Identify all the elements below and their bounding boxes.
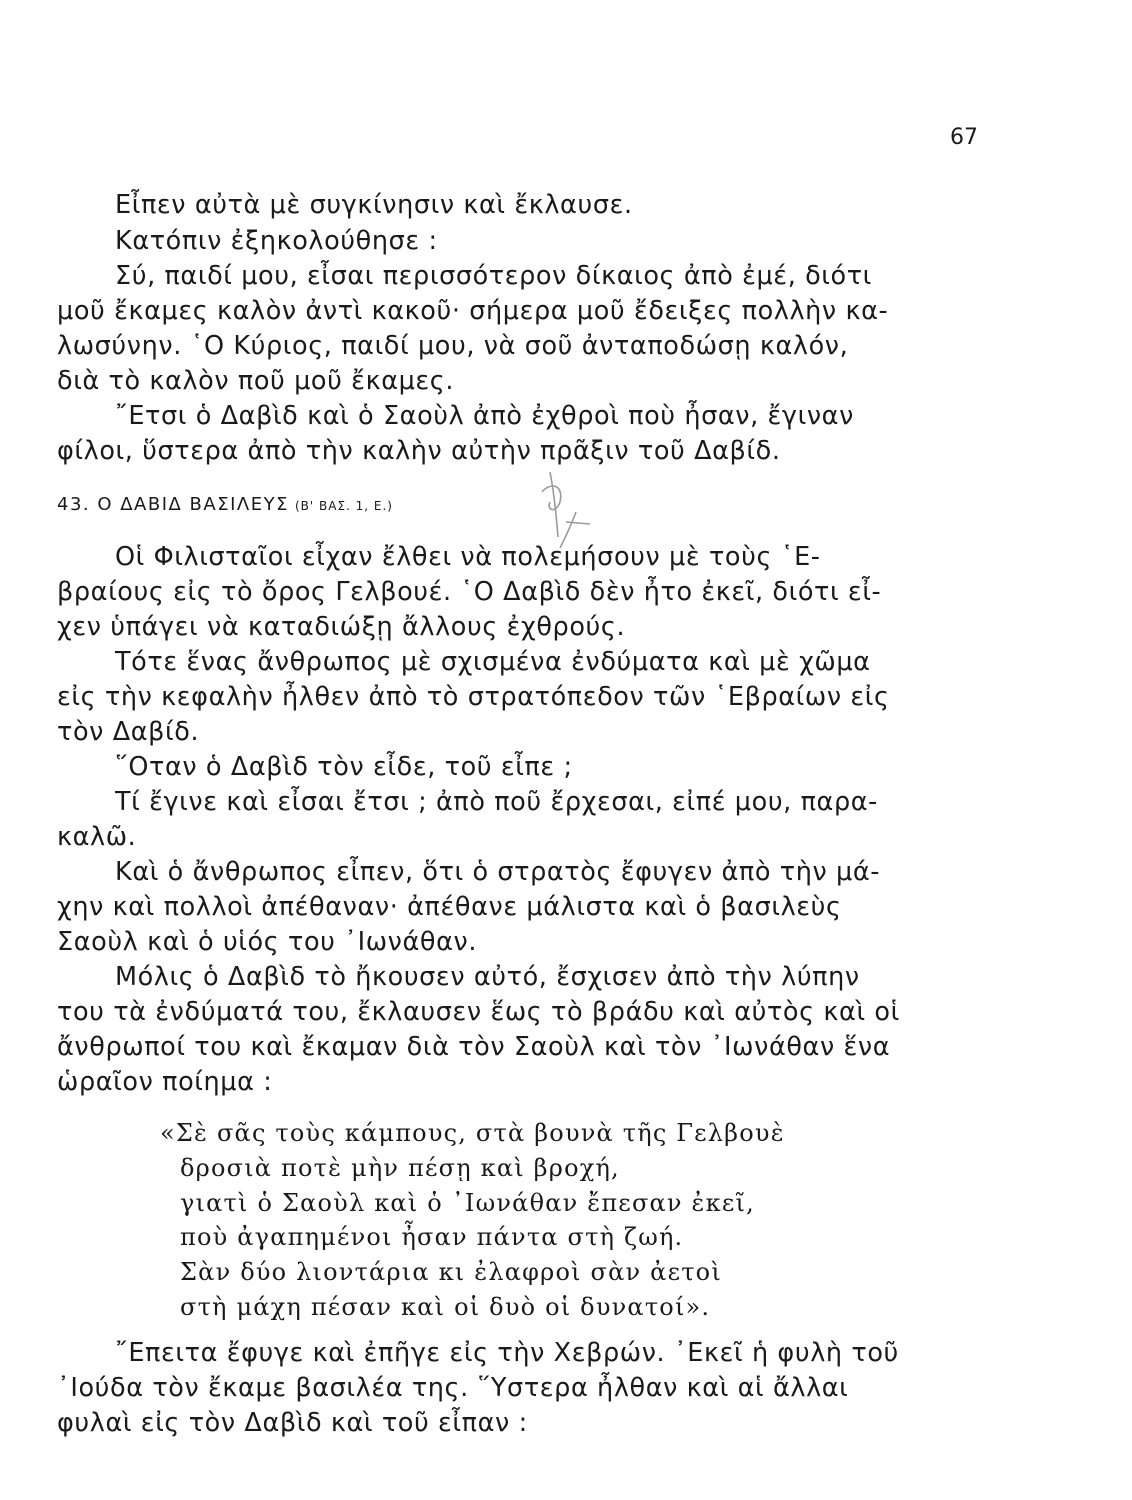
- text-line: Τί ἔγινε καὶ εἶσαι ἔτσι ; ἀπὸ ποῦ ἔρχεσαι, εἰπέ μου, παρα-: [115, 787, 878, 817]
- text-line: χεν ὑπάγει νὰ καταδιώξῃ ἄλλους ἐχθρούς.: [57, 612, 626, 642]
- text-line: Σαοὺλ καὶ ὁ υἱός του ᾿Ιωνάθαν.: [57, 927, 478, 957]
- poem-line: στὴ μάχη πέσαν καὶ οἱ δυὸ οἱ δυνατοί».: [180, 1293, 711, 1321]
- text-line: Εἶπεν αὐτὰ μὲ συγκίνησιν καὶ ἔκλαυσε.: [115, 190, 633, 220]
- text-line: Σύ, παιδί μου, εἶσαι περισσότερον δίκαιος ἀπὸ ἐμέ, διότι: [115, 261, 872, 291]
- text-line: Κατόπιν ἐξηκολούθησε :: [115, 226, 438, 256]
- poem-line: Σὰν δύο λιοντάρια κι ἐλαφροὶ σὰν ἀετοὶ: [180, 1258, 722, 1286]
- text-line: εἰς τὴν κεφαλὴν ἦλθεν ἀπὸ τὸ στρατόπεδον τῶν ῾Εβραίων εἰς: [57, 682, 890, 712]
- text-line: Μόλις ὁ Δαβὶδ τὸ ἤκουσεν αὐτό, ἔσχισεν ἀπὸ τὴν λύπην: [115, 962, 860, 992]
- text-line: ῞Οταν ὁ Δαβὶδ τὸν εἶδε, τοῦ εἶπε ;: [115, 752, 573, 782]
- section-reference: (Β' ΒΑΣ. 1, Ε.): [294, 499, 393, 513]
- text-line: μοῦ ἔκαμες καλὸν ἀντὶ κακοῦ· σήμερα μοῦ ἔδειξες πολλὴν κα-: [57, 296, 889, 326]
- poem-line: δροσιὰ ποτὲ μὴν πέσῃ καὶ βροχή,: [180, 1154, 620, 1182]
- section-title: 43. Ο ΔΑΒΙΔ ΒΑΣΙΛΕΥΣ: [57, 494, 289, 515]
- poem-line: ποὺ ἀγαπημένοι ἦσαν πάντα στὴ ζωή.: [180, 1223, 684, 1251]
- text-line: καλῶ.: [57, 822, 137, 852]
- handwritten-mark: [520, 462, 610, 552]
- text-line: ἄνθρωποί του καὶ ἔκαμαν διὰ τὸν Σαοὺλ καὶ τὸν ᾿Ιωνάθαν ἕνα: [57, 1032, 891, 1062]
- text-line: του τὰ ἐνδύματά του, ἔκλαυσεν ἕως τὸ βράδυ καὶ αὐτὸς καὶ οἱ: [57, 997, 900, 1027]
- page-number: 67: [950, 125, 978, 150]
- text-line: ὡραῖον ποίημα :: [57, 1067, 273, 1097]
- poem-line: γιατὶ ὁ Σαοὺλ καὶ ὁ ᾿Ιωνάθαν ἔπεσαν ἐκεῖ,: [180, 1189, 755, 1217]
- text-line: λωσύνην. ῾Ο Κύριος, παιδί μου, νὰ σοῦ ἀνταποδώσῃ καλόν,: [57, 331, 849, 361]
- text-line: διὰ τὸ καλὸν ποῦ μοῦ ἔκαμες.: [57, 366, 455, 396]
- text-line: τὸν Δαβίδ.: [57, 717, 200, 747]
- text-line: φυλαὶ εἰς τὸν Δαβὶδ καὶ τοῦ εἶπαν :: [57, 1408, 528, 1438]
- text-line: φίλοι, ὕστερα ἀπὸ τὴν καλὴν αὐτὴν πρᾶξιν τοῦ Δαβίδ.: [57, 436, 781, 466]
- text-line: χην καὶ πολλοὶ ἀπέθαναν· ἀπέθανε μάλιστα καὶ ὁ βασιλεὺς: [57, 892, 842, 922]
- section-heading: [57, 494, 393, 515]
- text-line: Καὶ ὁ ἄνθρωπος εἶπεν, ὅτι ὁ στρατὸς ἔφυγεν ἀπὸ τὴν μά-: [115, 857, 881, 887]
- text-line: ῎Ετσι ὁ Δαβὶδ καὶ ὁ Σαοὺλ ἀπὸ ἐχθροὶ ποὺ ἦσαν, ἔγιναν: [115, 401, 854, 431]
- poem-line: «Σὲ σᾶς τοὺς κάμπους, στὰ βουνὰ τῆς Γελβουὲ: [160, 1119, 785, 1147]
- text-line: βραίους εἰς τὸ ὄρος Γελβουέ. ῾Ο Δαβὶδ δὲν ἦτο ἐκεῖ, διότι εἶ-: [57, 577, 882, 607]
- text-line: Τότε ἕνας ἄνθρωπος μὲ σχισμένα ἐνδύματα καὶ μὲ χῶμα: [115, 647, 871, 677]
- text-line: Οἱ Φιλισταῖοι εἶχαν ἔλθει νὰ πολεμήσουν μὲ τοὺς ῾Ε-: [115, 542, 821, 572]
- text-line: ῎Επειτα ἔφυγε καὶ ἐπῆγε εἰς τὴν Χεβρών. ᾿Εκεῖ ἡ φυλὴ τοῦ: [115, 1338, 899, 1368]
- text-line: ᾿Ιούδα τὸν ἔκαμε βασιλέα της. ῞Υστερα ἦλθαν καὶ αἱ ἄλλαι: [57, 1373, 849, 1403]
